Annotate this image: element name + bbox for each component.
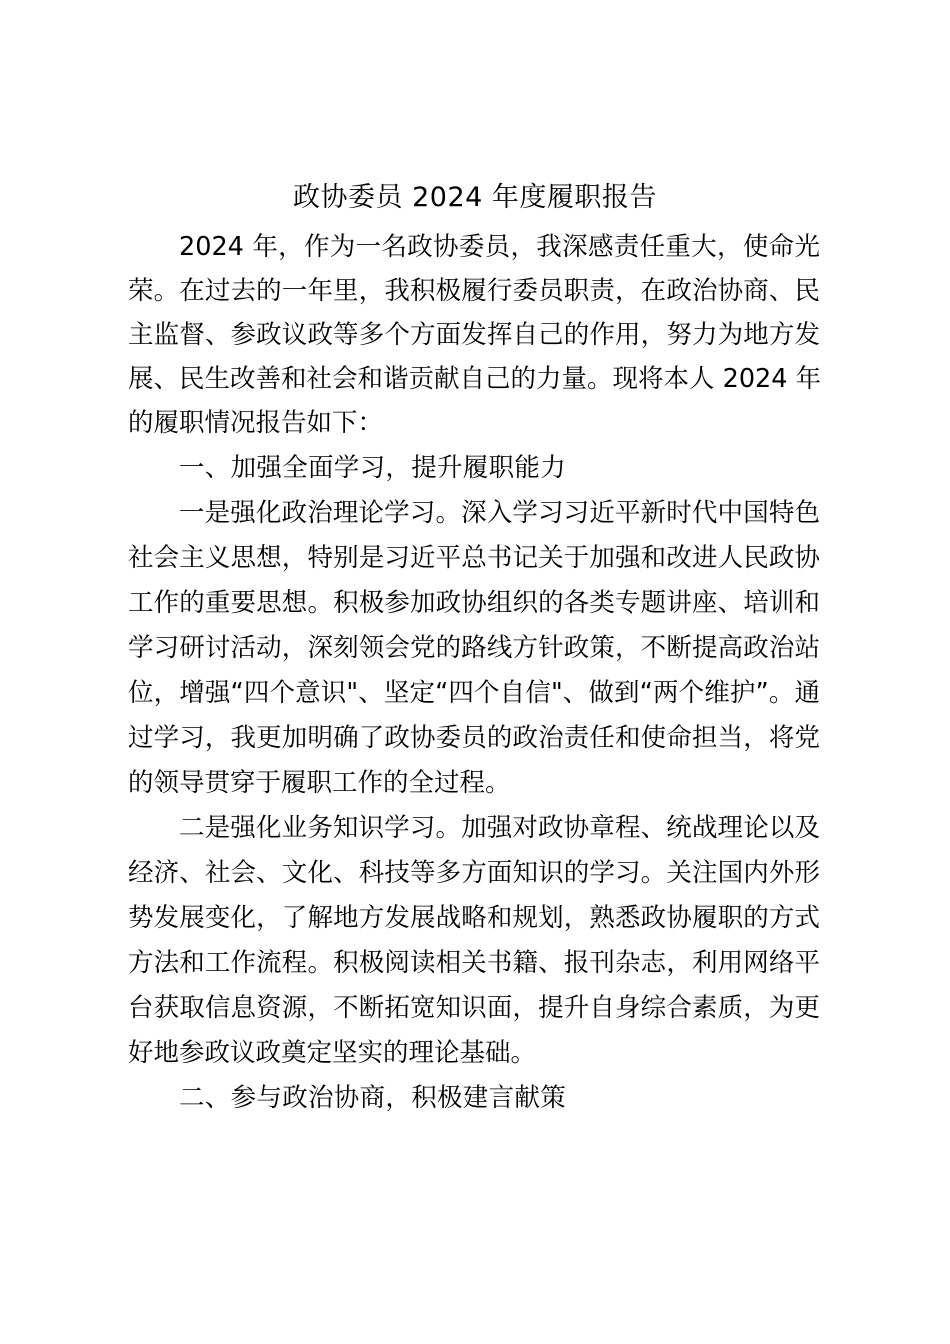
intro-line-5: 的履职情况报告如下：: [128, 408, 384, 438]
document-title: 政协委员 2024 年度履职报告: [293, 182, 657, 213]
para1-line-2: 社会主义思想，特别是习近平总书记关于加强和改进人民政协: [128, 543, 820, 573]
para2-line-2: 经济、社会、文化、科技等多方面知识的学习。关注国内外形: [128, 858, 820, 888]
section-heading-1: 一、加强全面学习，提升履职能力: [179, 453, 567, 483]
intro-line-3: 主监督、参政议政等多个方面发挥自己的作用，努力为地方发: [128, 320, 820, 350]
para2-line-5: 台获取信息资源，不断拓宽知识面，提升自身综合素质，为更: [128, 993, 820, 1023]
para2-line-6: 好地参政议政奠定坚实的理论基础。: [128, 1038, 537, 1068]
para1-line-1: 一是强化政治理论学习。深入学习习近平新时代中国特色: [179, 498, 820, 528]
para2-line-4: 方法和工作流程。积极阅读相关书籍、报刊杂志，利用网络平: [128, 948, 820, 978]
para1-line-5: 位，增强“四个意识"、坚定“四个自信"、做到“两个维护”。通: [128, 678, 820, 708]
intro-line-1: 2024 年，作为一名政协委员，我深感责任重大，使命光: [179, 232, 820, 262]
para2-line-3: 势发展变化，了解地方发展战略和规划，熟悉政协履职的方式: [128, 903, 820, 933]
para1-line-7: 的领导贯穿于履职工作的全过程。: [128, 768, 511, 798]
intro-line-4: 展、民生改善和社会和谐贡献自己的力量。现将本人 2024 年: [128, 364, 822, 394]
para2-line-1: 二是强化业务知识学习。加强对政协章程、统战理论以及: [179, 813, 820, 843]
para1-line-3: 工作的重要思想。积极参加政协组织的各类专题讲座、培训和: [128, 588, 820, 618]
intro-line-2: 荣。在过去的一年里，我积极履行委员职责，在政治协商、民: [128, 276, 820, 306]
para1-line-6: 过学习，我更加明确了政协委员的政治责任和使命担当，将党: [128, 723, 820, 753]
para1-line-4: 学习研讨活动，深刻领会党的路线方针政策，不断提高政治站: [128, 633, 820, 663]
section-heading-2: 二、参与政治协商，积极建言献策: [179, 1083, 567, 1113]
